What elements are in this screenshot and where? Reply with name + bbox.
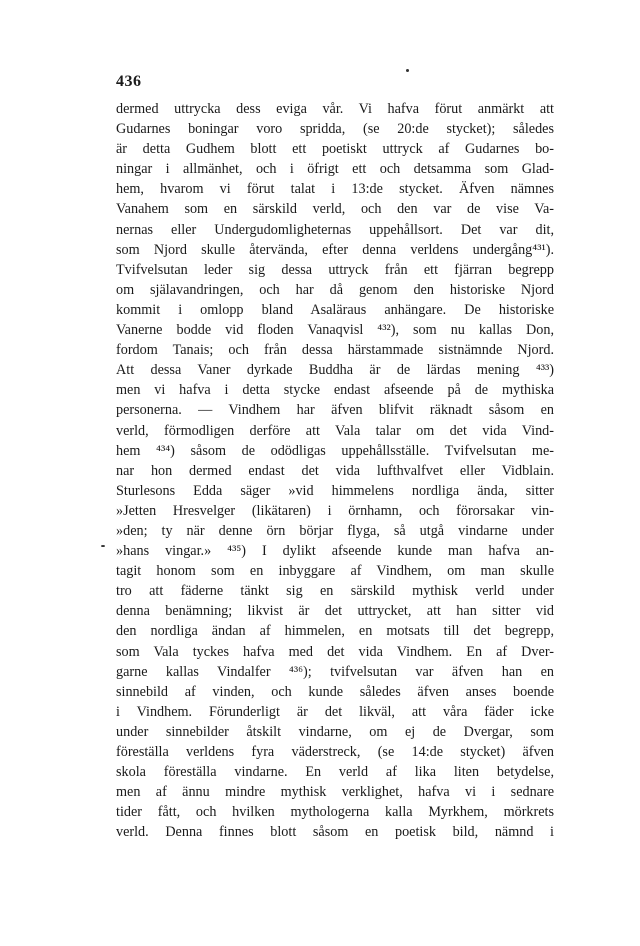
text-line: är detta Gudhem blott ett poetiskt uttryck af Gudarnes bo- (116, 141, 554, 158)
text-line: tro att fäderne tänkt sig en särskild mythisk verld under (116, 583, 554, 600)
text-line: personerna. — Vindhem har äfven blifvit räknadt såsom en (116, 402, 554, 419)
text-line: tagit honom som en inbyggare af Vindhem, om man skulle (116, 563, 554, 580)
text-line: men vi hafva i detta stycke endast afseende på de mythiska (116, 382, 554, 399)
text-line: Tvifvelsutan leder sig dessa uttryck från ett fjärran begrepp (116, 261, 554, 278)
text-line: garne kallas Vindalfer ⁴³⁶); tvifvelsutan var äfven han en (116, 663, 554, 680)
text-line: Gudarnes boningar voro spridda, (se 20:de stycket); således (116, 121, 554, 138)
body-text (116, 99, 554, 842)
text-line: verld. Denna finnes blott såsom en poetisk bild, nämnd i (116, 824, 554, 841)
text-line: verld, förmodligen derföre att Vala talar om det vida Vind- (116, 422, 554, 439)
text-line: i Vindhem. Förunderligt är det likväl, att våra fäder icke (116, 703, 554, 720)
text-line: »hans vingar.» ⁴³⁵) I dylikt afseende kunde man hafva an- (116, 543, 554, 560)
text-line: »Jetten Hresvelger (likätaren) i örnhamn, och förorsakar vin- (116, 502, 554, 519)
text-line: Sturlesons Edda säger »vid himmelens nordliga ända, sitter (116, 482, 554, 499)
text-line: som Vala tyckes hafva med det vida Vindhem. En af Dver- (116, 643, 554, 660)
text-line: under sinnebilder åtskilt vindarne, om ej de Dvergar, som (116, 723, 554, 740)
text-line: Att dessa Vaner dyrkade Buddha är de lärdas mening ⁴³³) (116, 362, 554, 379)
text-line: tider fått, och hvilken mythologerna kalla Myrkhem, mörkrets (116, 804, 554, 821)
text-line: kommit i omlopp bland Asaläraus anhängare. De historiske (116, 301, 554, 318)
text-line: Vanerne bodde vid floden Vanaqvisl ⁴³²), som nu kallas Don, (116, 322, 554, 339)
text-line: skola föreställa vindarne. En verld af lika liten betydelse, (116, 764, 554, 781)
text-line: som Njord skulle återvända, efter denna verldens undergång⁴³¹). (116, 241, 554, 258)
text-line: ningar i allmänhet, och i öfrigt ett och detsamma som Glad- (116, 161, 554, 178)
text-line: hem, hvarom vi förut talat i 13:de stycket. Äfven nämnes (116, 181, 554, 198)
text-line: Vanahem som en särskild verld, och den var de vise Va- (116, 201, 554, 218)
text-line: nernas eller Undergudomligheternas uppehållsort. Det var dit, (116, 221, 554, 238)
text-line: fordom Tanais; och från dessa härstammade sistnämnde Njord. (116, 342, 554, 359)
text-line: nar hon dermed endast det vida lufthvalfvet eller Vidblain. (116, 462, 554, 479)
text-line: men af ännu mindre mythisk verklighet, hafva vi i sednare (116, 784, 554, 801)
print-speck (406, 69, 409, 72)
text-line: om själavandringen, och har då genom den historiske Njord (116, 281, 554, 298)
text-line: den nordliga ändan af himmelen, en motsats till det begrepp, (116, 623, 554, 640)
text-line: sinnebild af vinden, och kunde således äfven anses boende (116, 683, 554, 700)
text-line: föreställa verldens fyra väderstreck, (se 14:de stycket) äfven (116, 744, 554, 760)
page-number: 436 (116, 73, 142, 90)
text-line: denna benämning; likvist är det uttrycket, att han sitter vid (116, 603, 554, 620)
text-line: hem ⁴³⁴) såsom de odödligas uppehållsställe. Tvifvelsutan me- (116, 442, 554, 459)
text-line: dermed uttrycka dess eviga vår. Vi hafva förut anmärkt att (116, 101, 554, 117)
text-line: »den; ty när denne örn börjar flyga, så utgå vindarne under (116, 522, 554, 539)
print-speck (101, 545, 105, 547)
